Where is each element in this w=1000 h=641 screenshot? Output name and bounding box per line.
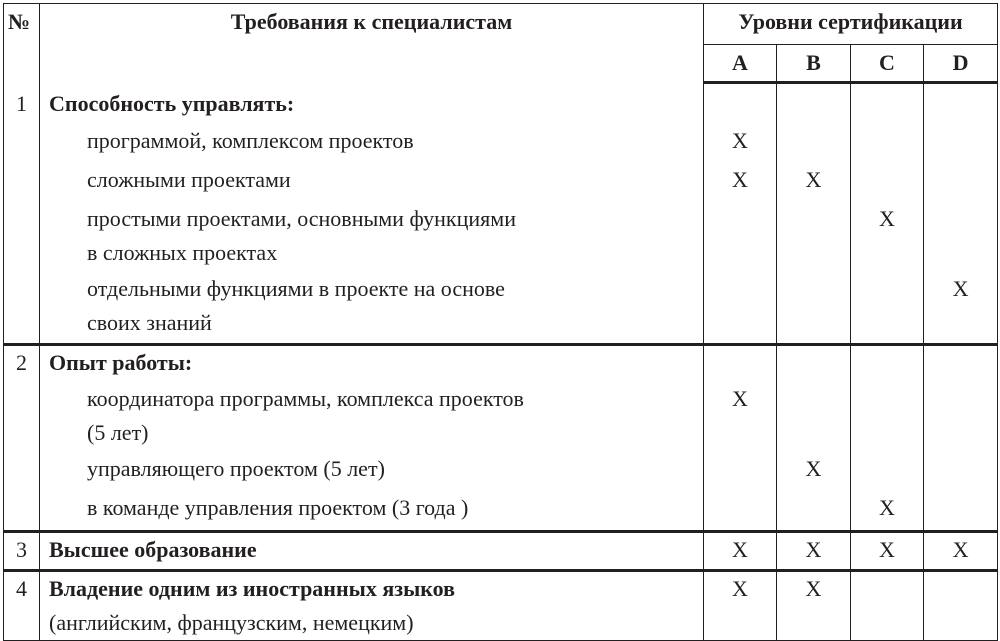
mark-d xyxy=(924,491,998,532)
table-row xyxy=(4,163,998,202)
item-text-line-2: в сложных проектах xyxy=(87,240,278,265)
mark-a: X xyxy=(704,163,777,202)
item-text xyxy=(40,382,704,452)
section-2-title-row xyxy=(4,345,998,383)
item-text xyxy=(40,272,704,345)
mark-a xyxy=(704,202,777,272)
mark-a: X xyxy=(704,571,777,641)
mark-d xyxy=(924,202,998,272)
mark-b xyxy=(777,491,851,532)
item-text-line-1: простыми проектами, основными функциями xyxy=(87,206,516,231)
section-4-number: 4 xyxy=(4,571,40,641)
table-row xyxy=(4,272,998,345)
mark-c xyxy=(851,382,924,452)
mark-d: X xyxy=(924,272,998,345)
item-text: управляющего проектом (5 лет) xyxy=(40,452,704,491)
section-4-title: Владение одним из иностранных языков xyxy=(49,576,455,601)
mark-d: X xyxy=(924,532,998,571)
mark-c xyxy=(851,571,924,641)
mark-c xyxy=(851,124,924,163)
section-1-number: 1 xyxy=(4,83,40,345)
header-levels: Уровни сертификации xyxy=(704,4,998,45)
mark-c: X xyxy=(851,532,924,571)
header-level-b: B xyxy=(777,45,851,83)
header-level-c: C xyxy=(851,45,924,83)
mark-b xyxy=(777,202,851,272)
mark-b: X xyxy=(777,163,851,202)
mark-a: X xyxy=(704,382,777,452)
header-level-a: A xyxy=(704,45,777,83)
item-text: в команде управления проектом (3 года ) xyxy=(40,491,704,532)
mark-b: X xyxy=(777,452,851,491)
item-text: программой, комплексом проектов xyxy=(40,124,704,163)
header-level-d: D xyxy=(924,45,998,83)
section-2-number: 2 xyxy=(4,345,40,532)
item-text-line-1: отдельными функциями в проекте на основе xyxy=(87,276,505,301)
mark-d xyxy=(924,124,998,163)
item-text-line-1: координатора программы, комплекса проектов xyxy=(87,386,524,411)
mark-d xyxy=(924,571,998,641)
header-num: № xyxy=(4,4,40,83)
table-row xyxy=(4,382,998,452)
section-4-row xyxy=(4,571,998,641)
section-4-text xyxy=(40,571,704,641)
table-row xyxy=(4,491,998,532)
section-2-title: Опыт работы: xyxy=(40,345,704,383)
mark-a: X xyxy=(704,532,777,571)
mark-c xyxy=(851,272,924,345)
mark-c: X xyxy=(851,202,924,272)
mark-d xyxy=(924,382,998,452)
mark-b: X xyxy=(777,571,851,641)
section-1-title: Способность управлять: xyxy=(40,83,704,125)
mark-c: X xyxy=(851,491,924,532)
section-1-title-row xyxy=(4,83,998,125)
section-3-title: Высшее образование xyxy=(40,532,704,571)
mark-c xyxy=(851,163,924,202)
item-text: сложными проектами xyxy=(40,163,704,202)
table-row xyxy=(4,452,998,491)
mark-b xyxy=(777,382,851,452)
item-text-line-2: (5 лет) xyxy=(87,420,149,445)
header-row-top xyxy=(4,4,998,45)
section-3-row xyxy=(4,532,998,571)
mark-b xyxy=(777,124,851,163)
mark-a xyxy=(704,491,777,532)
item-text-line-2: своих знаний xyxy=(87,310,212,335)
table-row xyxy=(4,124,998,163)
mark-d xyxy=(924,452,998,491)
mark-a xyxy=(704,452,777,491)
mark-a xyxy=(704,272,777,345)
mark-a: X xyxy=(704,124,777,163)
header-requirements: Требования к специалистам xyxy=(40,4,704,83)
section-3-number: 3 xyxy=(4,532,40,571)
table-row xyxy=(4,202,998,272)
mark-d xyxy=(924,163,998,202)
mark-c xyxy=(851,452,924,491)
section-4-subtitle: (английским, французским, немецким) xyxy=(49,610,414,635)
mark-b: X xyxy=(777,532,851,571)
certification-requirements-table xyxy=(3,3,998,641)
item-text xyxy=(40,202,704,272)
mark-b xyxy=(777,272,851,345)
